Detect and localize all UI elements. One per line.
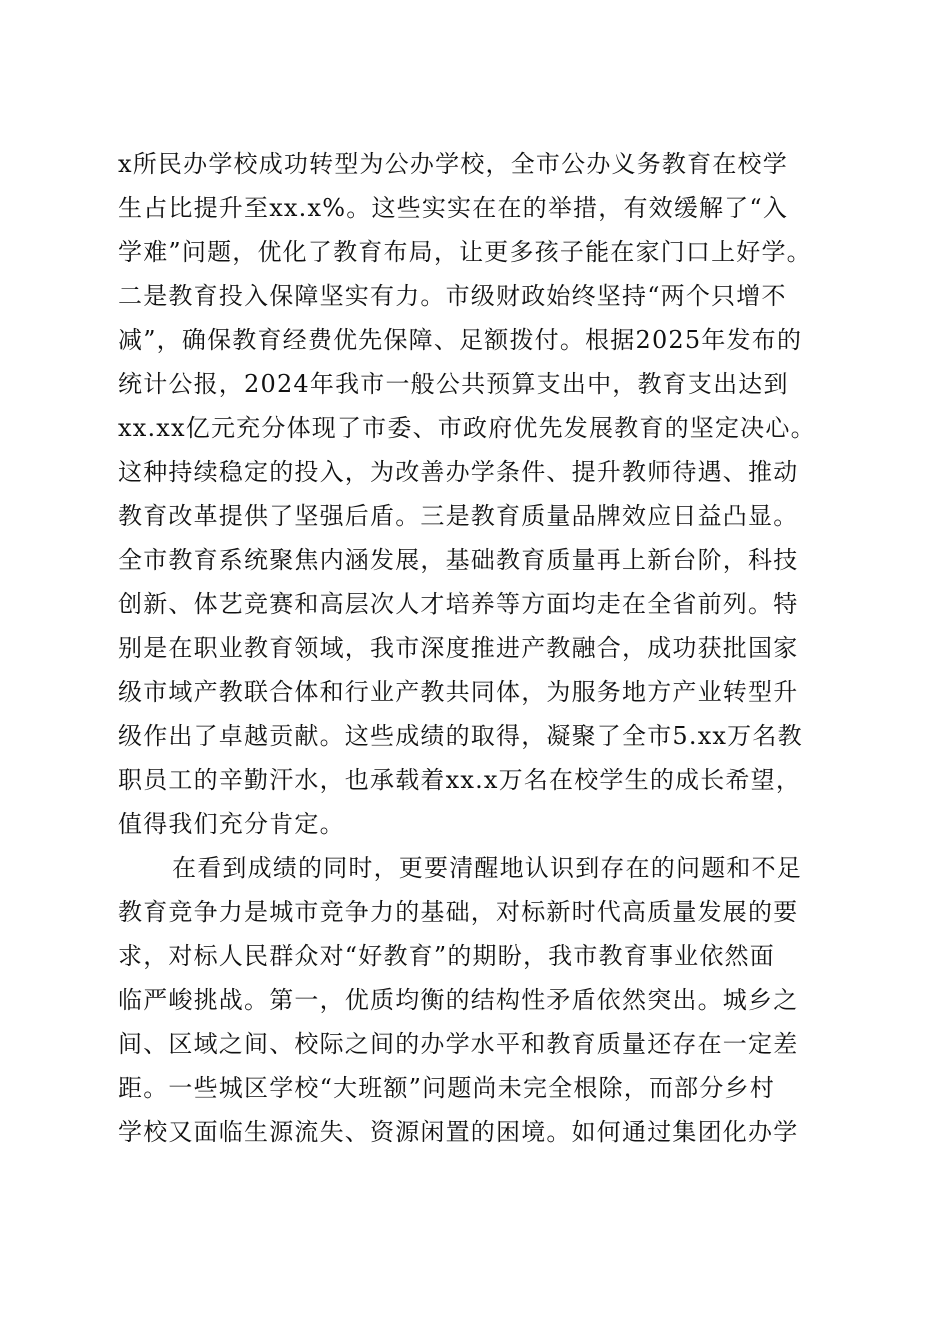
text-line: 这种持续稳定的投入，为改善办学条件、提升教师待遇、推动: [118, 458, 799, 486]
text-line: 生占比提升至xx.x%。这些实实在在的举措，有效缓解了“入: [118, 194, 789, 222]
paragraph-start-line: 在看到成绩的同时，更要清醒地认识到存在的问题和不足: [172, 854, 802, 882]
text-line: 全市教育系统聚焦内涵发展，基础教育质量再上新台阶，科技: [118, 546, 799, 574]
text-line: 级市域产教联合体和行业产教共同体，为服务地方产业转型升: [118, 678, 799, 706]
text-line: 距。一些城区学校“大班额”问题尚未完全根除，而部分乡村: [118, 1074, 775, 1102]
text-line: 临严峻挑战。第一，优质均衡的结构性矛盾依然突出。城乡之: [118, 986, 799, 1014]
text-line: 二是教育投入保障坚实有力。市级财政始终坚持“两个只增不: [118, 282, 787, 310]
text-line: x所民办学校成功转型为公办学校，全市公办义务教育在校学: [118, 150, 788, 178]
text-line: 减”，确保教育经费优先保障、足额拨付。根据2025年发布的: [118, 326, 803, 354]
body-text: [118, 142, 838, 1154]
text-line: 学难”问题，优化了教育布局，让更多孩子能在家门口上好学。: [118, 238, 812, 266]
text-line: 教育竞争力是城市竞争力的基础，对标新时代高质量发展的要: [118, 898, 799, 926]
text-line: 统计公报，2024年我市一般公共预算支出中，教育支出达到: [118, 370, 789, 398]
text-line: xx.xx亿元充分体现了市委、市政府优先发展教育的坚定决心。: [118, 414, 816, 442]
text-line: 职员工的辛勤汗水，也承载着xx.x万名在校学生的成长希望，: [118, 766, 802, 794]
text-line: 别是在职业教育领域，我市深度推进产教融合，成功获批国家: [118, 634, 799, 662]
text-line: 学校又面临生源流失、资源闲置的困境。如何通过集团化办学: [118, 1118, 799, 1146]
text-line: 间、区域之间、校际之间的办学水平和教育质量还存在一定差: [118, 1030, 799, 1058]
text-line: 教育改革提供了坚强后盾。三是教育质量品牌效应日益凸显。: [118, 502, 799, 530]
text-line: 创新、体艺竞赛和高层次人才培养等方面均走在全省前列。特: [118, 590, 799, 618]
text-line: 级作出了卓越贡献。这些成绩的取得，凝聚了全市5.xx万名教: [118, 722, 803, 750]
text-line: 值得我们充分肯定。: [118, 810, 345, 838]
text-line: 求，对标人民群众对“好教育”的期盼，我市教育事业依然面: [118, 942, 775, 970]
